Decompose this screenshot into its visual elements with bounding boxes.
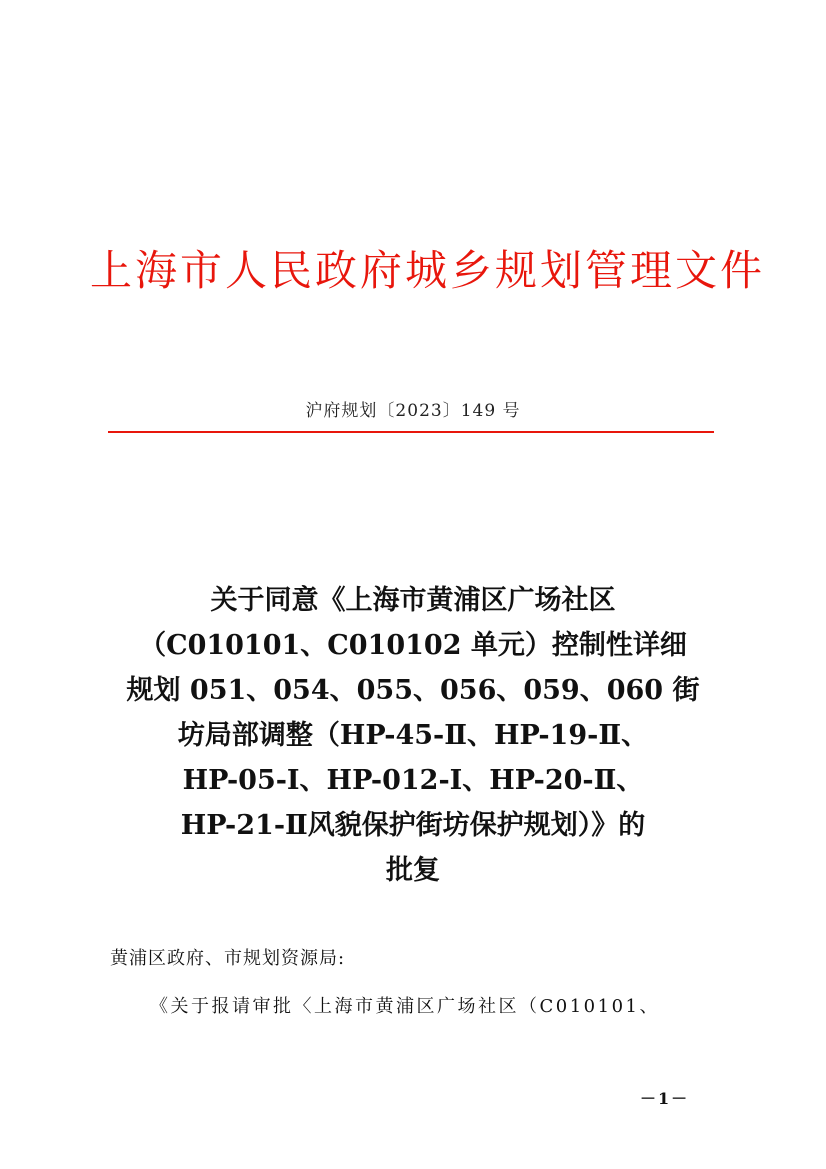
title-line: 批复	[386, 855, 440, 886]
body-paragraph: 《关于报请审批〈上海市黄浦区广场社区（C010101、	[150, 996, 660, 1017]
addressee: 黄浦区政府、市规划资源局:	[110, 948, 346, 969]
title-line: HP-05-Ⅰ、HP-012-Ⅰ、HP-20-Ⅱ、	[182, 765, 644, 796]
title-line: HP-21-Ⅱ风貌保护街坊保护规划）》的	[180, 810, 646, 841]
title-line: 关于同意《上海市黄浦区广场社区	[210, 585, 616, 616]
title-line: 规划 051、054、055、056、059、060 街	[126, 675, 700, 706]
title-line: 坊局部调整（HP-45-Ⅱ、HP-19-Ⅱ、	[177, 720, 649, 751]
issuer-header-title: 上海市人民政府城乡规划管理文件	[90, 246, 766, 295]
red-divider-line	[108, 431, 714, 433]
document-main-title	[100, 578, 726, 893]
document-number: 沪府规划〔2023〕149 号	[305, 401, 521, 421]
page-number: －1－	[640, 1089, 690, 1108]
title-line: （C010101、C010102 单元）控制性详细	[139, 630, 687, 661]
